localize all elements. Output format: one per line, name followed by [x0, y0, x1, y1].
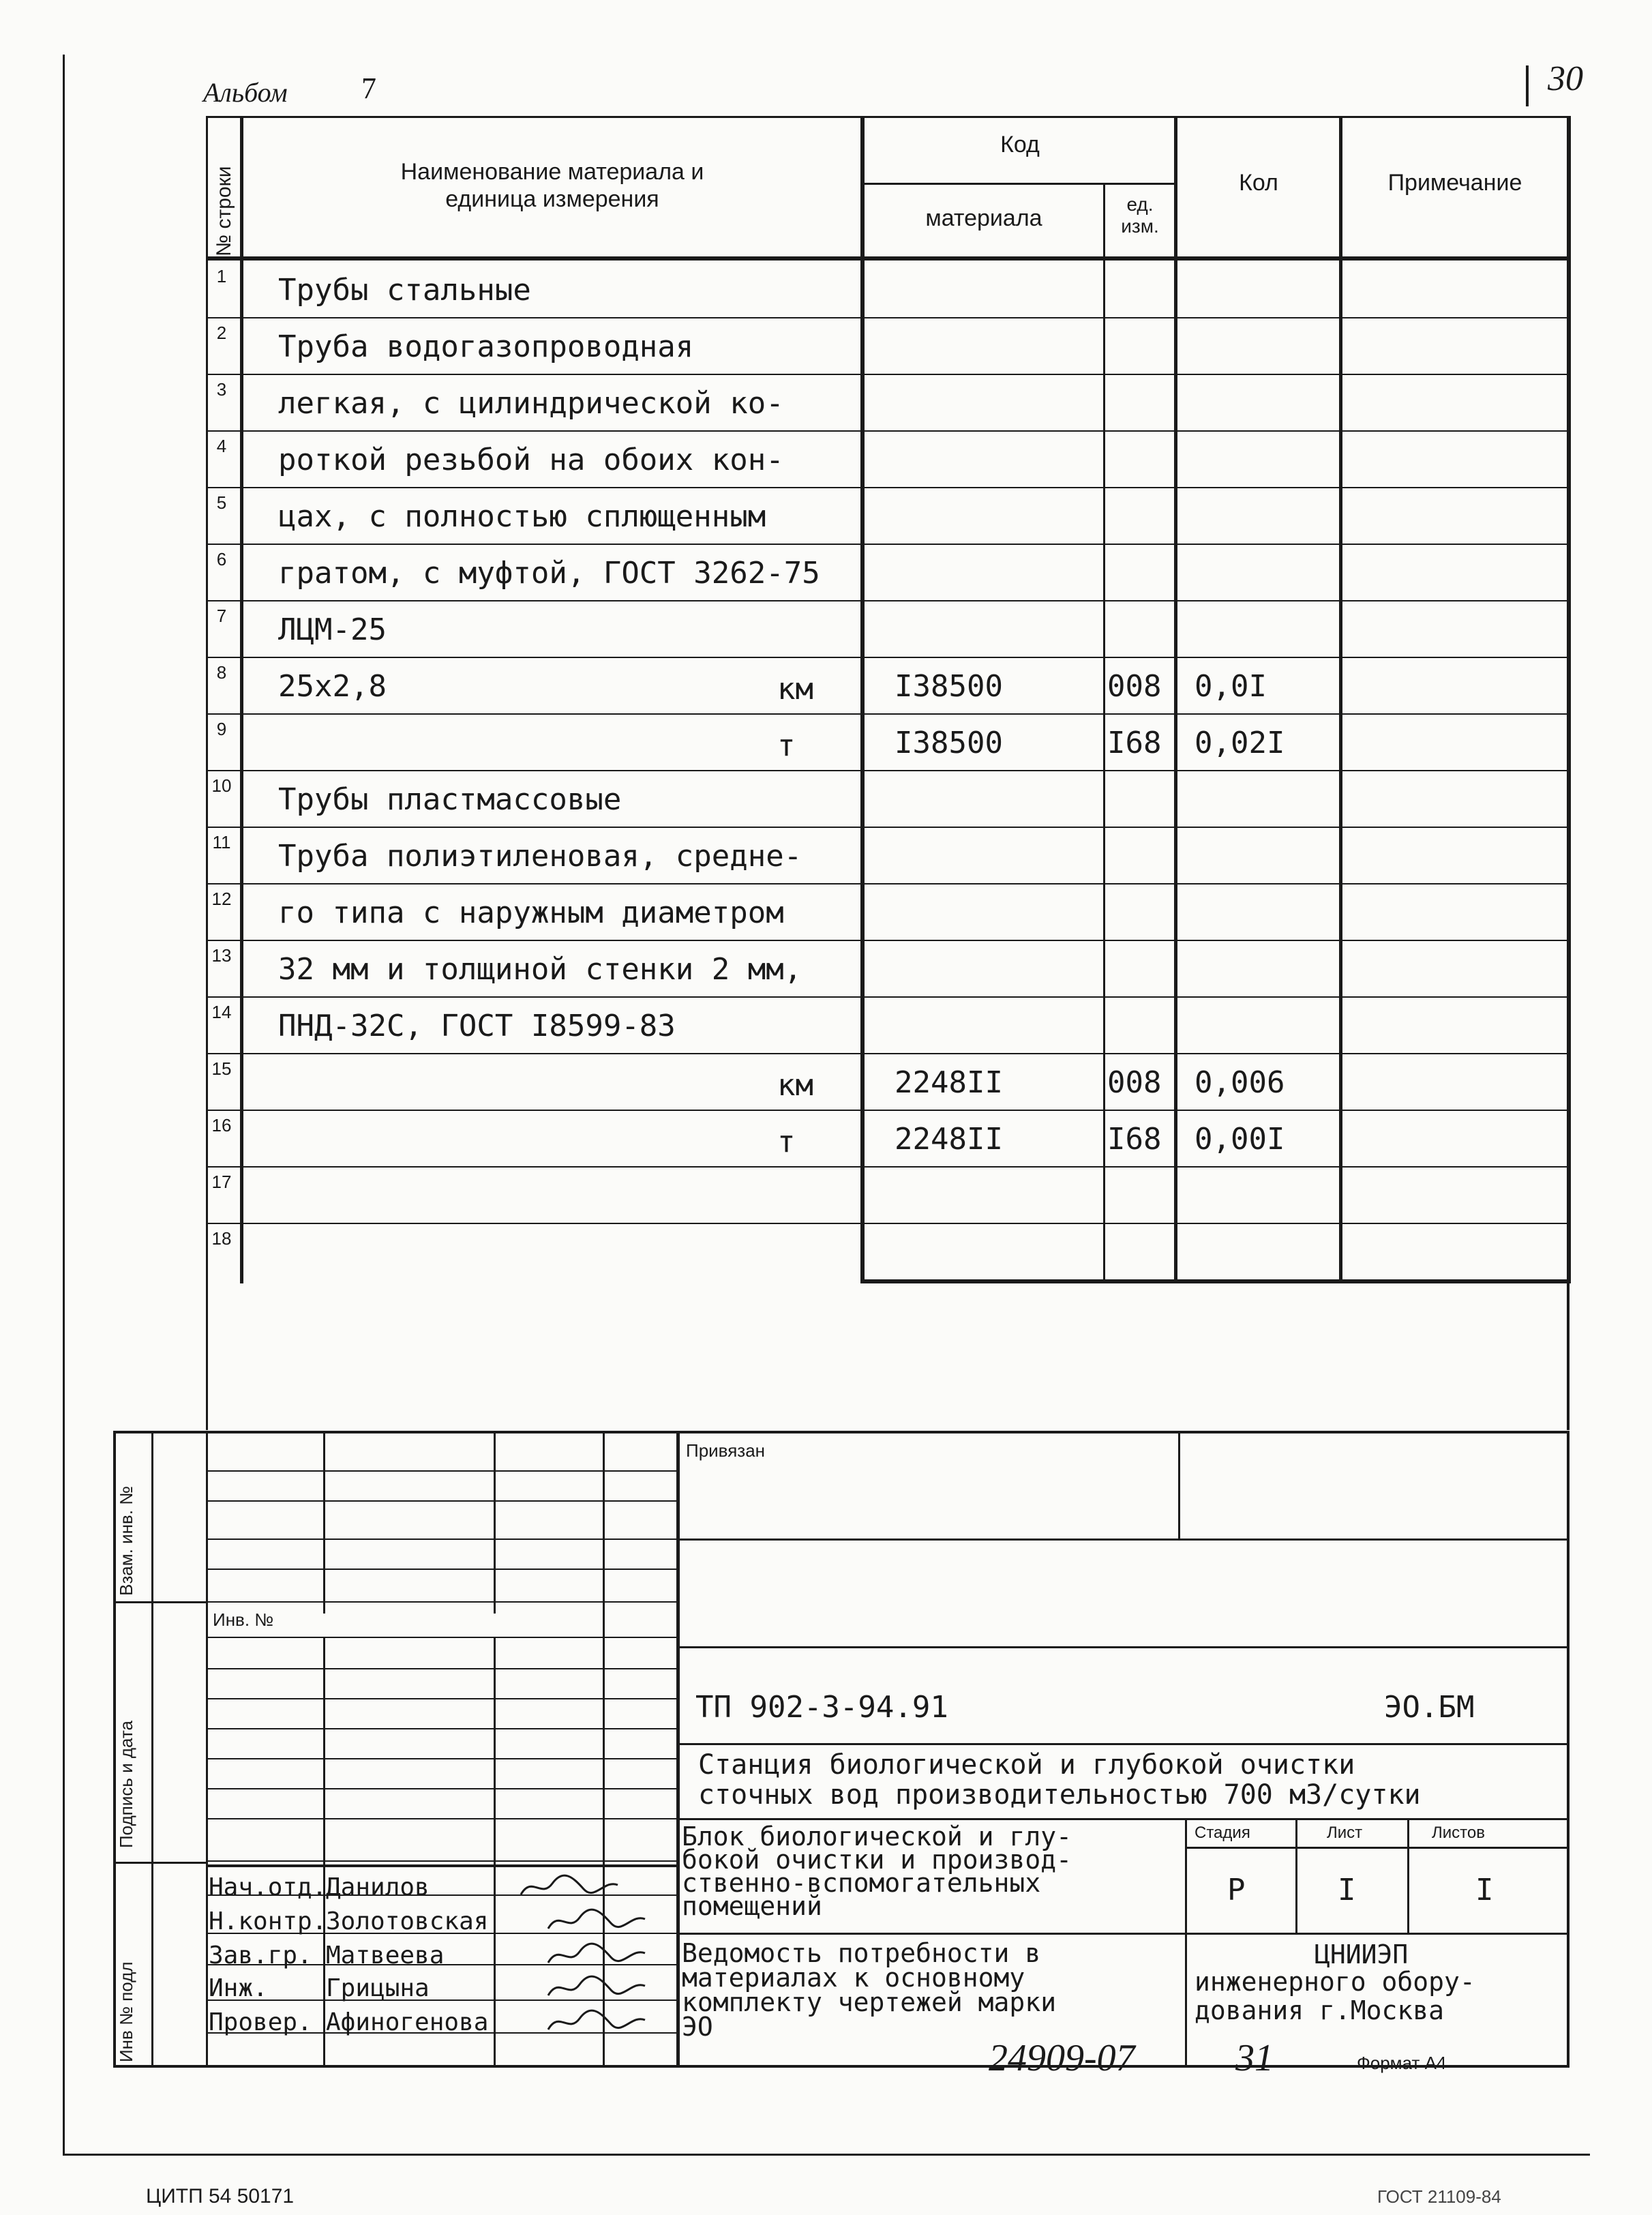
bottom-left-code: ЦИТП 54 50171	[146, 2185, 295, 2207]
signature-scribble	[545, 1905, 648, 1938]
org-line-1: ЦНИИЭП	[1315, 1939, 1409, 1969]
row-divider	[206, 1166, 1570, 1168]
header-unit-2: изм.	[1121, 215, 1159, 237]
row-material-code: I38500	[895, 726, 1003, 760]
row-unit-code: I68	[1107, 726, 1162, 760]
block-line-2: бокой очистки и производ-	[682, 1845, 1072, 1875]
row-number: 2	[216, 323, 227, 343]
row-divider	[206, 317, 1570, 318]
project-line-2: сточных вод производительностью 700 м3/сутки	[698, 1779, 1421, 1811]
table-bottom-rule	[860, 1279, 1570, 1283]
row-divider	[206, 374, 1570, 375]
code-row-bottom	[678, 1743, 1568, 1745]
privyazan-bottom	[678, 1538, 1568, 1541]
code-row-top	[678, 1646, 1568, 1648]
block-row-bottom	[678, 1933, 1568, 1935]
row-unit: т	[777, 728, 796, 763]
inv-no-label: Инв. №	[213, 1609, 274, 1630]
handwritten-number: 24909-07	[989, 2037, 1135, 2079]
header-material: материала	[925, 205, 1042, 231]
table-top	[206, 116, 1568, 118]
row-number: 18	[211, 1228, 232, 1249]
stamp-grid-row	[206, 1758, 678, 1759]
row-number: 1	[216, 266, 227, 286]
header-name-1: Наименование материала и	[400, 159, 704, 185]
row-description: роткой резьбой на обоих кон-	[278, 443, 784, 477]
album-label: Альбом	[203, 77, 288, 108]
row-description: го типа с наружным диаметром	[278, 895, 784, 930]
signer-role: Зав.гр.	[209, 1942, 312, 1969]
row-number: 16	[211, 1115, 232, 1135]
table-right	[1567, 116, 1571, 1283]
side-vzam: Взам. инв. №	[116, 1485, 136, 1596]
row-divider	[206, 544, 1570, 545]
row-divider	[206, 827, 1570, 828]
header-code: Код	[1000, 132, 1040, 158]
stamp-grid-row	[206, 1601, 678, 1603]
row-material-code: I38500	[895, 669, 1003, 704]
row-divider	[206, 883, 1570, 884]
row-number: 9	[216, 719, 227, 739]
row-unit-code: 008	[1107, 1065, 1162, 1100]
side-podpis: Подпись и дата	[116, 1720, 136, 1848]
row-quantity: 0,00I	[1195, 1122, 1285, 1157]
signature-scribble	[545, 2006, 648, 2039]
doc-code: ТП 902-3-94.91	[695, 1690, 948, 1725]
sheet-line-3: комплекту чертежей марки	[682, 1987, 1057, 2017]
row-quantity: 0,006	[1195, 1065, 1285, 1100]
block-line-1: Блок биологической и глу-	[682, 1822, 1072, 1852]
stage-div-2	[1407, 1818, 1409, 1933]
lower-left-line	[206, 1283, 208, 1430]
sheet-line-4: ЭО	[682, 2012, 713, 2042]
col-name	[860, 116, 865, 1283]
stamp-grid-row	[206, 1788, 678, 1789]
project-row-bottom	[678, 1818, 1568, 1820]
sheet-line-1: Ведомость потребности в	[682, 1938, 1041, 1968]
header-unit-1: ед.	[1126, 194, 1154, 215]
row-unit: км	[777, 1068, 813, 1103]
stamp-grid-row	[206, 1668, 678, 1669]
header-name-2: единица измерения	[445, 186, 659, 212]
row-material-code: 2248II	[895, 1065, 1003, 1100]
stamp-grid-row	[206, 1470, 678, 1472]
stamp-grid-row	[206, 1538, 678, 1540]
privyazan-div	[1178, 1431, 1180, 1540]
side-div-1	[113, 1601, 206, 1603]
code-subline	[860, 183, 1175, 185]
grid-col-1b	[323, 1637, 325, 2068]
row-divider	[206, 713, 1570, 715]
signature-scribble	[545, 1972, 648, 2005]
row-description: 32 мм и толщиной стенки 2 мм,	[278, 952, 802, 987]
row-quantity: 0,0I	[1195, 669, 1267, 704]
row-unit: т	[777, 1125, 796, 1159]
signer-name: Золотовская	[326, 1907, 489, 1935]
header-qty: Кол	[1239, 170, 1278, 196]
signer-name: Матвеева	[326, 1942, 445, 1969]
row-unit: км	[777, 672, 813, 707]
side-strip-line	[151, 1431, 153, 2068]
left-frame-line	[63, 55, 65, 2155]
header-row-no: № строки	[213, 166, 235, 256]
row-divider	[206, 1223, 1570, 1224]
doc-mark: ЭО.БМ	[1384, 1690, 1475, 1725]
bottom-frame-line	[63, 2154, 1590, 2156]
row-material-code: 2248II	[895, 1122, 1003, 1157]
table-left	[206, 116, 208, 1283]
stamp-right	[1567, 1431, 1570, 2068]
row-number: 17	[211, 1172, 232, 1192]
stamp-grid-row	[206, 1860, 678, 1862]
stamp-grid-row	[206, 1500, 678, 1502]
grid-col-4	[676, 1431, 680, 2068]
row-unit-code: I68	[1107, 1122, 1162, 1157]
list-value: I	[1338, 1873, 1356, 1907]
bottom-right-code: ГОСТ 21109-84	[1377, 2186, 1501, 2207]
side-div-2	[113, 1862, 206, 1864]
grid-col-0	[206, 1431, 208, 2068]
grid-col-2a	[494, 1431, 496, 1614]
stage-value: Р	[1227, 1873, 1246, 1907]
stamp-bottom	[113, 2065, 1570, 2068]
signer-role: Инж.	[209, 1974, 268, 2002]
org-line-2: инженерного обору-	[1195, 1967, 1475, 1997]
row-description: Труба водогазопроводная	[278, 329, 694, 364]
format-label: Формат А4	[1357, 2053, 1447, 2073]
handwritten-page: 31	[1235, 2037, 1274, 2079]
lists-label: Листов	[1432, 1824, 1485, 1842]
row-number: 13	[211, 945, 232, 966]
row-number: 15	[211, 1058, 232, 1079]
row-divider	[206, 487, 1570, 488]
grid-col-1a	[323, 1431, 325, 1614]
row-description: ЛЦМ-25	[278, 612, 387, 647]
stage-label: Стадия	[1195, 1824, 1250, 1842]
stamp-grid-row	[206, 1637, 678, 1638]
row-number: 3	[216, 379, 227, 400]
signer-role: Провер.	[209, 2008, 312, 2036]
stamp-top	[113, 1431, 1570, 1433]
block-line-4: помещений	[682, 1891, 822, 1921]
row-divider	[206, 657, 1570, 658]
row-divider	[206, 1110, 1570, 1111]
stamp-grid-row	[206, 1728, 678, 1729]
row-description: 25х2,8	[278, 669, 387, 704]
col-unit	[1174, 116, 1177, 1283]
stage-div-1	[1295, 1818, 1297, 1933]
page-number: 30	[1548, 59, 1583, 98]
privyazan-label: Привязан	[686, 1440, 766, 1461]
row-number: 11	[212, 832, 231, 852]
lists-value: I	[1475, 1873, 1494, 1907]
row-number: 8	[216, 662, 227, 683]
col-qty	[1339, 116, 1342, 1283]
row-description: гратом, с муфтой, ГОСТ 3262-75	[278, 556, 820, 591]
signer-name: Грицына	[326, 1974, 430, 2002]
row-description: цах, с полностью сплющенным	[278, 499, 766, 534]
row-number: 7	[216, 606, 227, 626]
signer-name: Афиногенова	[326, 2008, 489, 2036]
lower-right-line	[1567, 1283, 1570, 1430]
stage-label-row	[1185, 1847, 1568, 1849]
project-line-1: Станция биологической и глубокой очистки	[698, 1749, 1355, 1781]
org-line-3: дования г.Москва	[1195, 1995, 1445, 2025]
stage-left	[1185, 1818, 1187, 2068]
stamp-grid-row	[206, 1818, 678, 1819]
row-number: 10	[211, 775, 232, 796]
row-number: 6	[216, 549, 227, 569]
signer-name: Данилов	[326, 1873, 430, 1901]
header-bottom	[206, 256, 1568, 261]
row-number: 4	[216, 436, 227, 456]
stamp-grid-row	[206, 1569, 678, 1570]
right-frame-line	[1526, 65, 1529, 106]
row-quantity: 0,02I	[1195, 726, 1285, 760]
row-unit-code: 008	[1107, 669, 1162, 704]
block-line-3: ственно-вспомогательных	[682, 1868, 1041, 1898]
col-material	[1103, 183, 1105, 1283]
row-description: легкая, с цилиндрической ко-	[278, 386, 784, 421]
row-divider	[206, 940, 1570, 941]
row-number: 5	[216, 492, 227, 513]
list-label: Лист	[1327, 1824, 1363, 1842]
row-divider	[206, 430, 1570, 432]
grid-col-2b	[494, 1637, 496, 2068]
signer-role: Н.контр.	[209, 1907, 327, 1935]
side-inv-podl: Инв № подл	[116, 1961, 136, 2062]
signature-scribble	[545, 1939, 648, 1972]
stamp-grid-row	[206, 1698, 678, 1699]
signer-role: Нач.отд.	[209, 1873, 327, 1901]
row-number: 12	[211, 889, 232, 909]
row-divider	[206, 1053, 1570, 1054]
album-number: 7	[361, 72, 376, 105]
row-description: Труба полиэтиленовая, средне-	[278, 839, 802, 874]
header-note: Примечание	[1387, 170, 1522, 196]
stamp-grid-row-bold	[206, 1864, 678, 1867]
row-description: ПНД-32С, ГОСТ I8599-83	[278, 1009, 676, 1043]
signature-scribble	[518, 1871, 620, 1904]
row-description: Трубы пластмассовые	[278, 782, 622, 817]
row-description: Трубы стальные	[278, 273, 531, 308]
sheet-line-2: материалах к основному	[682, 1963, 1025, 1993]
row-divider	[206, 770, 1570, 771]
row-divider	[206, 996, 1570, 998]
col-rownum	[240, 116, 243, 1283]
row-number: 14	[211, 1002, 232, 1022]
row-divider	[206, 600, 1570, 601]
